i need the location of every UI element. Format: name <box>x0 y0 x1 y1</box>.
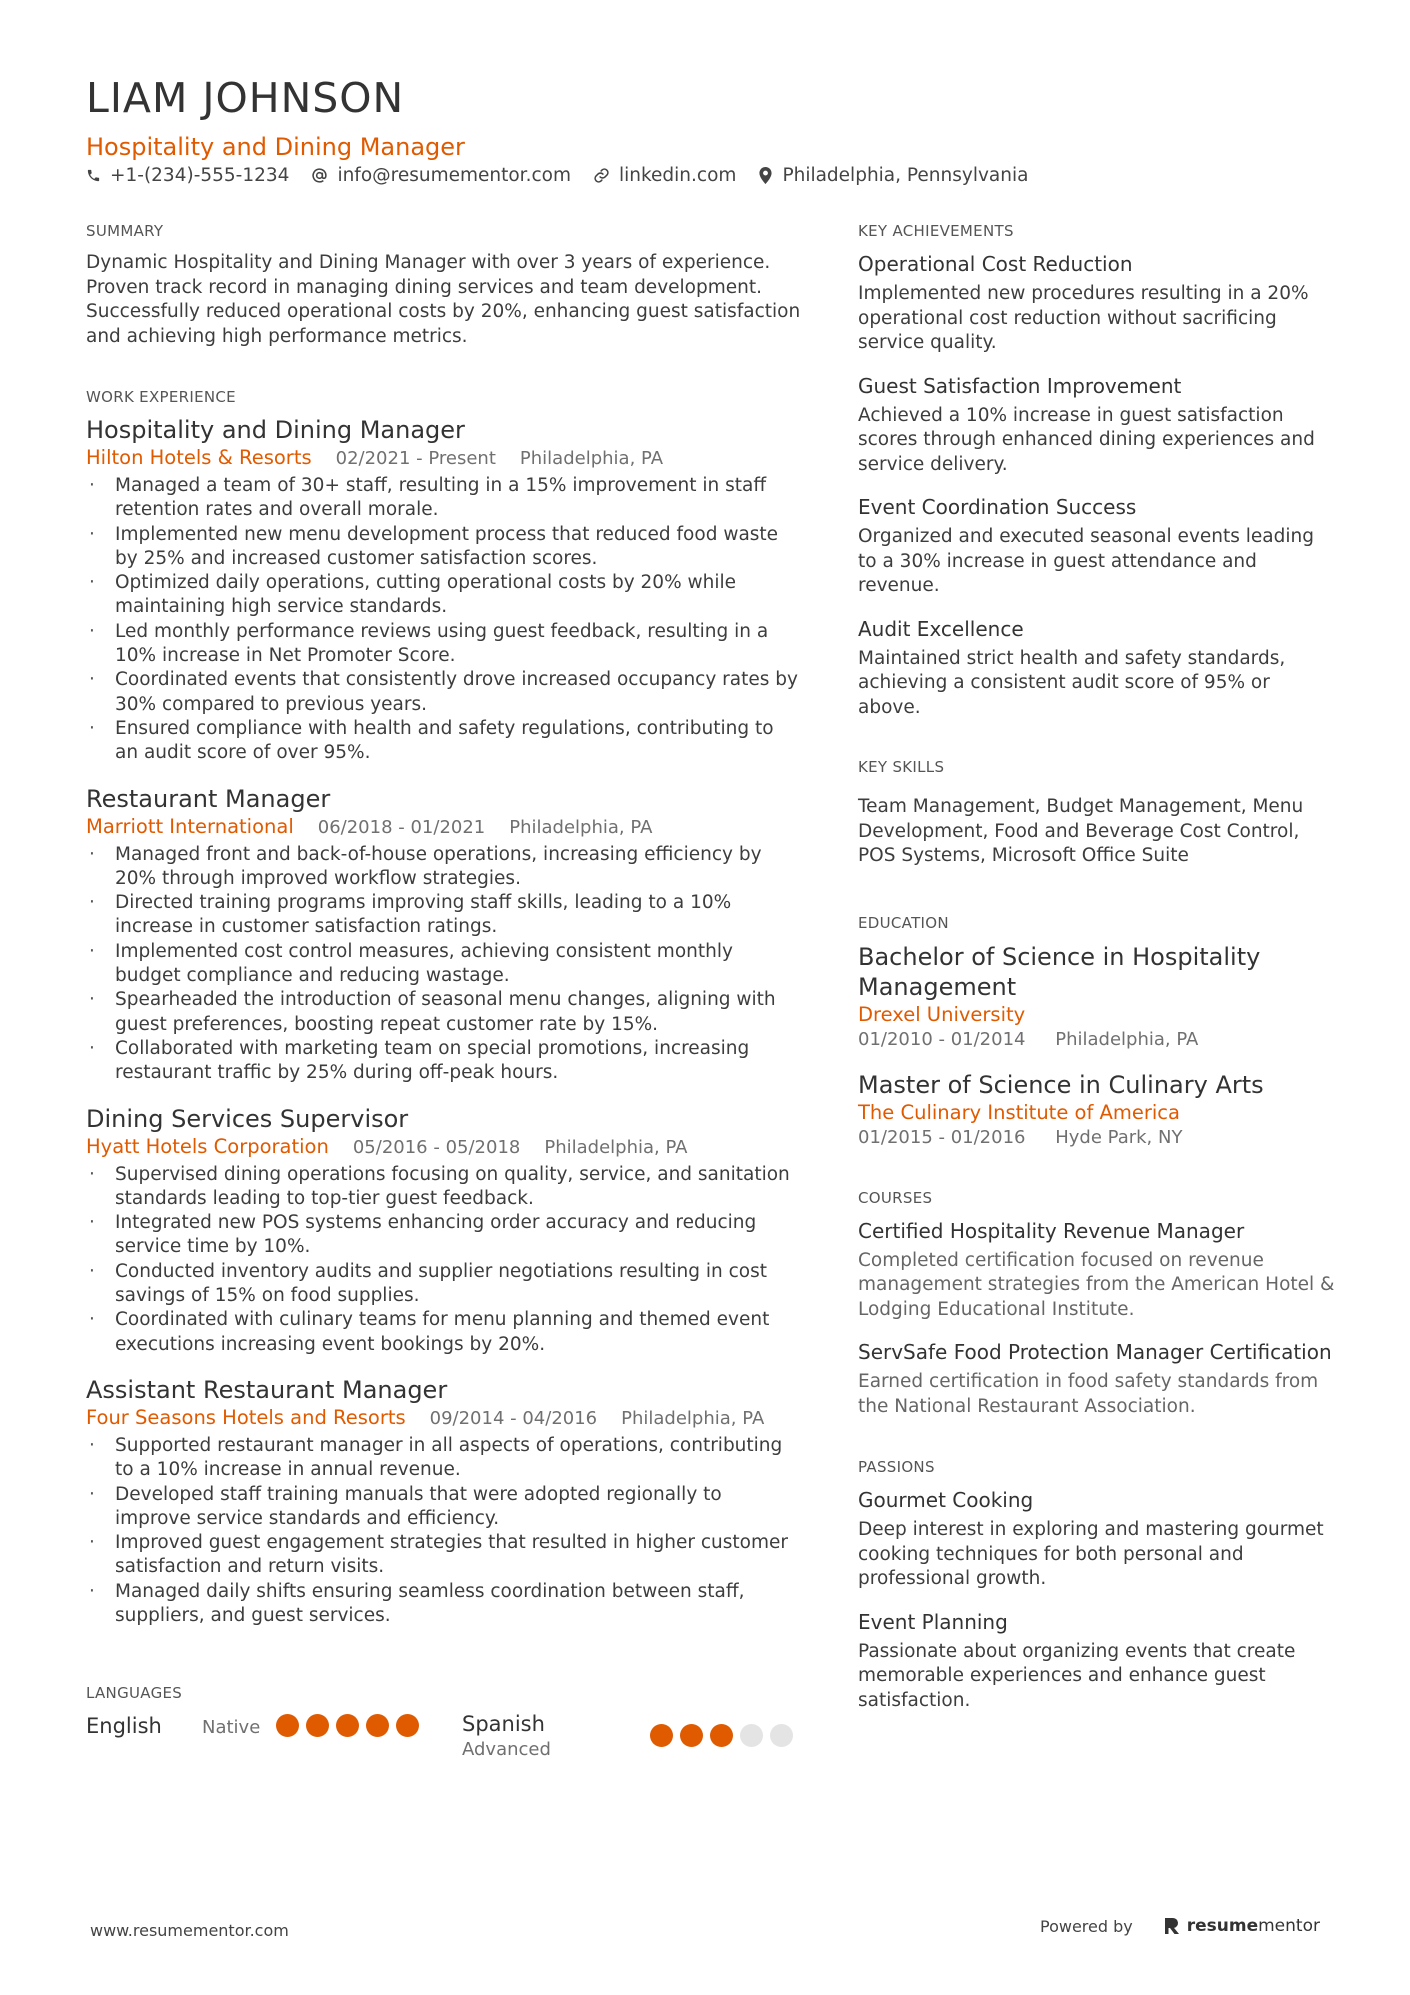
job-company: Hyatt Hotels Corporation <box>86 1134 329 1158</box>
passion-text: Passionate about organizing events that create memorable experiences and enhance guest satisfaction. <box>858 1640 1296 1711</box>
job-dates: 06/2018 - 01/2021 <box>317 816 486 838</box>
skills-text: Team Management, Budget Management, Menu Development, Food and Beverage Cost Control, POS Systems, Microsoft Office Suite <box>858 796 1304 866</box>
job-bullet: · Supervised dining operations focusing on quality, service, and sanitation standards leading to top-tier guest feedback. <box>86 1163 801 1212</box>
resumementor-logo-icon <box>1163 1916 1181 1936</box>
language-name: Spanish <box>462 1712 545 1736</box>
job-bullet: · Collaborated with marketing team on special promotions, increasing restaurant traffic by 25% during off-peak hours. <box>86 1037 801 1086</box>
summary-text: Dynamic Hospitality and Dining Manager with over 3 years of experience. Proven track record in managing dining services and team development. Successfully reduced operational costs by 20%, enhancing guest satisfaction and achieving high performance metrics. <box>86 252 801 347</box>
brand-part-b: mentor <box>1258 1916 1320 1936</box>
achievements-heading: KEY ACHIEVEMENTS <box>858 222 1014 240</box>
job-bullet: · Developed staff training manuals that were adopted regionally to improve service standards and efficiency. <box>86 1483 801 1532</box>
footer-branding <box>1040 1916 1320 1936</box>
education-dates: 01/2010 - 01/2014 <box>858 1028 1026 1050</box>
course-title: ServSafe Food Protection Manager Certification <box>858 1340 1332 1364</box>
phone-text: +1-(234)-555-1234 <box>110 165 290 186</box>
job-bullet: · Implemented cost control measures, achieving consistent monthly budget compliance and reducing wastage. <box>86 940 801 989</box>
course-text: Earned certification in food safety standards from the National Restaurant Association. <box>858 1371 1319 1417</box>
rating-dot-filled <box>366 1714 389 1737</box>
education-degree: Bachelor of Science in Hospitality Management <box>858 942 1261 1001</box>
linkedin-text: linkedin.com <box>618 165 737 186</box>
education-item <box>858 1070 1338 1150</box>
achievement-title: Audit Excellence <box>858 616 1024 641</box>
job-bullet: · Managed a team of 30+ staff, resulting in a 15% improvement in staff retention rates and overall morale. <box>86 474 801 523</box>
rating-dot-filled <box>336 1714 359 1737</box>
job-bullet: · Spearheaded the introduction of seasonal menu changes, aligning with guest preferences, boosting repeat customer rate by 15%. <box>86 988 801 1037</box>
job-meta <box>86 445 801 472</box>
languages-heading: LANGUAGES <box>86 1684 183 1702</box>
education-heading: EDUCATION <box>858 913 949 932</box>
job-bullet: · Coordinated events that consistently drove increased occupancy rates by 30% compared to previous years. <box>86 668 801 717</box>
skills-heading: KEY SKILLS <box>858 758 945 776</box>
contact-linkedin[interactable] <box>593 165 736 186</box>
education-location: Philadelphia, PA <box>1055 1028 1199 1050</box>
rating-dot-filled <box>710 1724 733 1747</box>
footer-website[interactable]: www.resumementor.com <box>90 1921 289 1940</box>
education-dates: 01/2015 - 01/2016 <box>858 1126 1026 1148</box>
job-title: Hospitality and Dining Manager <box>86 416 465 444</box>
achievement-item <box>858 494 1338 599</box>
passion-title: Event Planning <box>858 1609 1008 1634</box>
contact-bar <box>86 165 1050 186</box>
job-bullet: · Directed training programs improving staff skills, leading to a 10% increase in customer satisfaction ratings. <box>86 891 801 940</box>
job-dates: 09/2014 - 04/2016 <box>429 1407 598 1429</box>
language-rating <box>276 1714 426 1737</box>
brand-part-a: resume <box>1186 1916 1259 1936</box>
map-pin-icon <box>758 167 773 184</box>
language-rating <box>650 1724 800 1747</box>
contact-phone[interactable] <box>86 165 289 186</box>
education-item <box>858 942 1338 1052</box>
rating-dot-filled <box>306 1714 329 1737</box>
rating-dot-empty <box>740 1724 763 1747</box>
passion-item <box>858 1487 1338 1592</box>
job-bullet: · Coordinated with culinary teams for menu planning and themed event executions increasing event bookings by 20%. <box>86 1308 801 1357</box>
job-bullet: · Optimized daily operations, cutting operational costs by 20% while maintaining high service standards. <box>86 571 801 620</box>
job-dates: 02/2021 - Present <box>335 448 496 469</box>
course-item <box>858 1339 1338 1419</box>
job-dates: 05/2016 - 05/2018 <box>352 1136 521 1158</box>
language-level: Advanced <box>462 1739 551 1760</box>
contact-location <box>758 165 1028 186</box>
job-bullets <box>86 1434 801 1628</box>
job-location: Philadelphia, PA <box>519 448 664 469</box>
job-location: Philadelphia, PA <box>544 1136 688 1158</box>
job-bullet: · Managed daily shifts ensuring seamless coordination between staff, suppliers, and guest services. <box>86 1580 801 1629</box>
education-location: Hyde Park, NY <box>1055 1126 1183 1148</box>
candidate-name: LIAM JOHNSON <box>86 74 405 122</box>
achievement-title: Operational Cost Reduction <box>858 252 1133 276</box>
passion-title: Gourmet Cooking <box>858 1488 1034 1512</box>
job-bullet: · Improved guest engagement strategies that resulted in higher customer satisfaction and return visits. <box>86 1531 801 1580</box>
job-bullets <box>86 1163 801 1357</box>
achievement-title: Event Coordination Success <box>858 495 1137 519</box>
email-text: info@resumementor.com <box>337 165 571 186</box>
achievement-text: Implemented new procedures resulting in a 20% operational cost reduction without sacrificing service quality. <box>858 283 1309 353</box>
course-text: Completed certification focused on revenue management strategies from the American Hotel & Lodging Educational Institute. <box>858 1249 1335 1320</box>
job-title: Restaurant Manager <box>86 784 331 813</box>
course-item <box>858 1218 1338 1323</box>
achievement-text: Organized and executed seasonal events leading to a 30% increase in guest attendance and revenue. <box>858 526 1314 596</box>
summary-heading: SUMMARY <box>86 222 164 240</box>
candidate-title: Hospitality and Dining Manager <box>86 133 465 161</box>
rating-dot-filled <box>650 1724 673 1747</box>
job-bullet: · Supported restaurant manager in all aspects of operations, contributing to a 10% increase in annual revenue. <box>86 1434 801 1483</box>
achievement-item <box>858 251 1338 356</box>
contact-email[interactable] <box>311 165 571 186</box>
rating-dot-filled <box>680 1724 703 1747</box>
job-meta <box>86 814 801 841</box>
passions-heading: PASSIONS <box>858 1458 935 1476</box>
job-company: Hilton Hotels & Resorts <box>86 446 312 469</box>
job-company: Four Seasons Hotels and Resorts <box>86 1405 406 1429</box>
education-school: Drexel University <box>858 1002 1026 1026</box>
job-bullet: · Integrated new POS systems enhancing order accuracy and reducing service time by 10%. <box>86 1211 801 1260</box>
rating-dot-empty <box>770 1724 793 1747</box>
passion-text: Deep interest in exploring and mastering gourmet cooking techniques for both personal and professional growth. <box>858 1519 1324 1589</box>
rating-dot-filled <box>396 1714 419 1737</box>
courses-heading: COURSES <box>858 1188 933 1207</box>
job-bullet: · Implemented new menu development process that reduced food waste by 25% and increased customer satisfaction scores. <box>86 523 801 572</box>
location-text: Philadelphia, Pennsylvania <box>782 165 1029 186</box>
phone-icon <box>86 168 101 183</box>
job-bullet: · Ensured compliance with health and safety regulations, contributing to an audit score of over 95%. <box>86 717 801 766</box>
job-entry <box>86 415 801 766</box>
achievement-item <box>858 373 1338 478</box>
education-school: The Culinary Institute of America <box>858 1100 1180 1124</box>
link-icon <box>593 167 610 184</box>
job-bullets <box>86 843 801 1086</box>
job-title: Dining Services Supervisor <box>86 1104 409 1133</box>
job-meta <box>86 1134 801 1161</box>
job-bullet: · Led monthly performance reviews using guest feedback, resulting in a 10% increase in Net Promoter Score. <box>86 620 801 669</box>
left-column <box>86 222 801 1628</box>
language-level: Native <box>202 1717 261 1738</box>
at-icon <box>311 167 328 184</box>
achievement-text: Maintained strict health and safety standards, achieving a consistent audit score of 95% or above. <box>858 647 1286 718</box>
passion-item <box>858 1609 1338 1714</box>
education-degree: Master of Science in Culinary Arts <box>858 1070 1264 1099</box>
job-bullets <box>86 474 801 766</box>
job-meta <box>86 1405 801 1432</box>
education-meta <box>858 1028 1338 1052</box>
job-bullet: · Conducted inventory audits and supplier negotiations resulting in cost savings of 15% on food supplies. <box>86 1260 801 1309</box>
language-name: English <box>86 1714 162 1738</box>
rating-dot-filled <box>276 1714 299 1737</box>
job-location: Philadelphia, PA <box>621 1407 765 1429</box>
job-entry <box>86 1104 801 1357</box>
experience-heading: WORK EXPERIENCE <box>86 388 236 406</box>
right-column <box>858 222 1338 1713</box>
job-entry <box>86 784 801 1086</box>
powered-by-label: Powered by <box>1040 1916 1133 1936</box>
language-english <box>86 1714 426 1754</box>
language-spanish <box>462 1712 802 1762</box>
job-title: Assistant Restaurant Manager <box>86 1375 448 1404</box>
achievement-title: Guest Satisfaction Improvement <box>858 373 1182 398</box>
job-entry <box>86 1375 801 1628</box>
achievement-item <box>858 616 1338 721</box>
achievement-text: Achieved a 10% increase in guest satisfaction scores through enhanced dining experiences and service delivery. <box>858 404 1315 475</box>
education-meta <box>858 1126 1338 1150</box>
job-location: Philadelphia, PA <box>509 816 653 838</box>
job-company: Marriott International <box>86 814 294 838</box>
course-title: Certified Hospitality Revenue Manager <box>858 1218 1245 1243</box>
job-bullet: · Managed front and back-of-house operations, increasing efficiency by 20% through improved workflow strategies. <box>86 843 801 892</box>
